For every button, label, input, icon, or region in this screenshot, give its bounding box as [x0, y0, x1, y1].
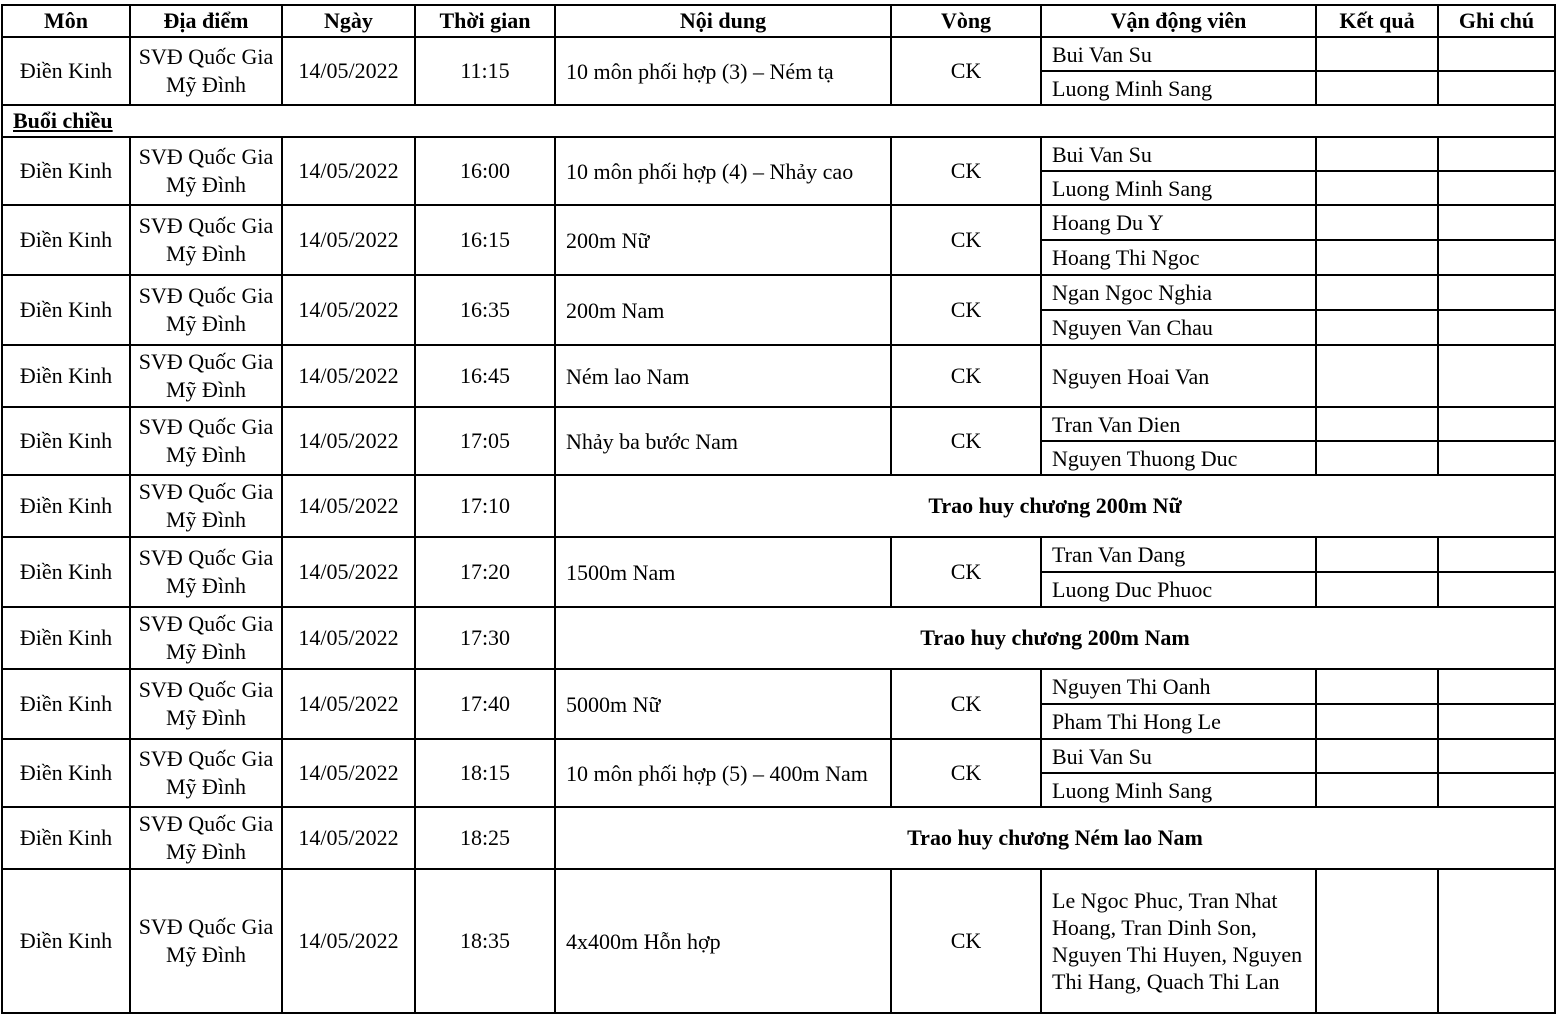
sport-cell: Điền Kinh [2, 739, 130, 807]
venue-cell: SVĐ Quốc Gia Mỹ Đình [130, 869, 282, 1013]
date-cell: 14/05/2022 [282, 607, 415, 669]
round-cell: CK [891, 137, 1041, 205]
result-cell [1316, 205, 1438, 240]
athlete-cell: Hoang Thi Ngoc [1041, 240, 1316, 275]
athlete-cell: Luong Duc Phuoc [1041, 572, 1316, 607]
athlete-cell: Ngan Ngoc Nghia [1041, 275, 1316, 310]
time-cell: 17:20 [415, 537, 555, 607]
sport-cell: Điền Kinh [2, 807, 130, 869]
event-cell: Nhảy ba bước Nam [555, 407, 891, 475]
event-cell: 200m Nam [555, 275, 891, 345]
note-cell [1438, 205, 1555, 240]
note-cell [1438, 71, 1555, 105]
athlete-cell: Tran Van Dang [1041, 537, 1316, 572]
col-header-event: Nội dung [555, 5, 891, 37]
round-cell: CK [891, 537, 1041, 607]
date-cell: 14/05/2022 [282, 807, 415, 869]
athlete-cell: Bui Van Su [1041, 37, 1316, 71]
athlete-cell: Nguyen Thi Oanh [1041, 669, 1316, 704]
athlete-cell: Nguyen Van Chau [1041, 310, 1316, 345]
table-row [2, 537, 1555, 572]
result-cell [1316, 869, 1438, 1013]
venue-cell: SVĐ Quốc Gia Mỹ Đình [130, 669, 282, 739]
event-cell: 10 môn phối hợp (4) – Nhảy cao [555, 137, 891, 205]
table-row [2, 669, 1555, 704]
result-cell [1316, 171, 1438, 205]
col-header-date: Ngày [282, 5, 415, 37]
time-cell: 16:35 [415, 275, 555, 345]
note-cell [1438, 275, 1555, 310]
round-cell: CK [891, 37, 1041, 105]
sport-cell: Điền Kinh [2, 275, 130, 345]
round-cell: CK [891, 407, 1041, 475]
round-cell: CK [891, 205, 1041, 275]
table-row [2, 807, 1555, 869]
time-cell: 17:30 [415, 607, 555, 669]
athlete-cell: Luong Minh Sang [1041, 71, 1316, 105]
note-cell [1438, 137, 1555, 171]
result-cell [1316, 537, 1438, 572]
sport-cell: Điền Kinh [2, 37, 130, 105]
col-header-athletes: Vận động viên [1041, 5, 1316, 37]
note-cell [1438, 310, 1555, 345]
result-cell [1316, 71, 1438, 105]
section-label-afternoon: Buổi chiều [2, 105, 1555, 137]
venue-cell: SVĐ Quốc Gia Mỹ Đình [130, 345, 282, 407]
note-cell [1438, 37, 1555, 71]
athlete-cell: Luong Minh Sang [1041, 773, 1316, 807]
sport-cell: Điền Kinh [2, 669, 130, 739]
col-header-round: Vòng [891, 5, 1041, 37]
time-cell: 18:35 [415, 869, 555, 1013]
date-cell: 14/05/2022 [282, 205, 415, 275]
round-cell: CK [891, 669, 1041, 739]
table-row [2, 475, 1555, 537]
venue-cell: SVĐ Quốc Gia Mỹ Đình [130, 807, 282, 869]
venue-cell: SVĐ Quốc Gia Mỹ Đình [130, 475, 282, 537]
sport-cell: Điền Kinh [2, 607, 130, 669]
header-row [2, 5, 1555, 37]
athlete-cell: Le Ngoc Phuc, Tran Nhat Hoang, Tran Dinh Son, Nguyen Thi Huyen, Nguyen Thi Hang, Quach Thi Lan [1041, 869, 1316, 1013]
sport-cell: Điền Kinh [2, 537, 130, 607]
col-header-venue: Địa điểm [130, 5, 282, 37]
note-cell [1438, 171, 1555, 205]
round-cell: CK [891, 275, 1041, 345]
result-cell [1316, 669, 1438, 704]
note-cell [1438, 537, 1555, 572]
table-row [2, 37, 1555, 71]
event-cell: 4x400m Hỗn hợp [555, 869, 891, 1013]
result-cell [1316, 137, 1438, 171]
col-header-sport: Môn [2, 5, 130, 37]
result-cell [1316, 345, 1438, 407]
note-cell [1438, 669, 1555, 704]
award-ceremony-cell: Trao huy chương 200m Nam [555, 607, 1555, 669]
table-row [2, 275, 1555, 310]
round-cell: CK [891, 739, 1041, 807]
col-header-result: Kết quả [1316, 5, 1438, 37]
note-cell [1438, 704, 1555, 739]
athlete-cell: Bui Van Su [1041, 137, 1316, 171]
venue-cell: SVĐ Quốc Gia Mỹ Đình [130, 739, 282, 807]
note-cell [1438, 572, 1555, 607]
result-cell [1316, 773, 1438, 807]
venue-cell: SVĐ Quốc Gia Mỹ Đình [130, 205, 282, 275]
time-cell: 17:40 [415, 669, 555, 739]
venue-cell: SVĐ Quốc Gia Mỹ Đình [130, 37, 282, 105]
result-cell [1316, 310, 1438, 345]
athlete-cell: Luong Minh Sang [1041, 171, 1316, 205]
sport-cell: Điền Kinh [2, 869, 130, 1013]
venue-cell: SVĐ Quốc Gia Mỹ Đình [130, 537, 282, 607]
result-cell [1316, 704, 1438, 739]
time-cell: 18:25 [415, 807, 555, 869]
table-row [2, 607, 1555, 669]
date-cell: 14/05/2022 [282, 669, 415, 739]
date-cell: 14/05/2022 [282, 275, 415, 345]
note-cell [1438, 869, 1555, 1013]
sport-cell: Điền Kinh [2, 205, 130, 275]
sport-cell: Điền Kinh [2, 137, 130, 205]
result-cell [1316, 240, 1438, 275]
athlete-cell: Pham Thi Hong Le [1041, 704, 1316, 739]
table-row [2, 205, 1555, 240]
award-ceremony-cell: Trao huy chương 200m Nữ [555, 475, 1555, 537]
section-row [2, 105, 1555, 137]
venue-cell: SVĐ Quốc Gia Mỹ Đình [130, 137, 282, 205]
event-cell: 5000m Nữ [555, 669, 891, 739]
award-ceremony-cell: Trao huy chương Ném lao Nam [555, 807, 1555, 869]
time-cell: 18:15 [415, 739, 555, 807]
schedule-table [1, 4, 1556, 1014]
result-cell [1316, 37, 1438, 71]
event-cell: 10 môn phối hợp (3) – Ném tạ [555, 37, 891, 105]
sport-cell: Điền Kinh [2, 475, 130, 537]
note-cell [1438, 441, 1555, 475]
time-cell: 17:10 [415, 475, 555, 537]
note-cell [1438, 739, 1555, 773]
event-cell: Ném lao Nam [555, 345, 891, 407]
time-cell: 17:05 [415, 407, 555, 475]
date-cell: 14/05/2022 [282, 345, 415, 407]
venue-cell: SVĐ Quốc Gia Mỹ Đình [130, 607, 282, 669]
table-row [2, 345, 1555, 407]
date-cell: 14/05/2022 [282, 475, 415, 537]
venue-cell: SVĐ Quốc Gia Mỹ Đình [130, 407, 282, 475]
round-cell: CK [891, 345, 1041, 407]
sport-cell: Điền Kinh [2, 407, 130, 475]
athlete-cell: Nguyen Hoai Van [1041, 345, 1316, 407]
athlete-cell: Nguyen Thuong Duc [1041, 441, 1316, 475]
round-cell: CK [891, 869, 1041, 1013]
time-cell: 16:00 [415, 137, 555, 205]
date-cell: 14/05/2022 [282, 869, 415, 1013]
note-cell [1438, 345, 1555, 407]
date-cell: 14/05/2022 [282, 37, 415, 105]
athlete-cell: Hoang Du Y [1041, 205, 1316, 240]
result-cell [1316, 275, 1438, 310]
result-cell [1316, 407, 1438, 441]
note-cell [1438, 773, 1555, 807]
result-cell [1316, 572, 1438, 607]
event-cell: 1500m Nam [555, 537, 891, 607]
date-cell: 14/05/2022 [282, 407, 415, 475]
event-cell: 200m Nữ [555, 205, 891, 275]
table-row [2, 407, 1555, 441]
table-row [2, 137, 1555, 171]
venue-cell: SVĐ Quốc Gia Mỹ Đình [130, 275, 282, 345]
sport-cell: Điền Kinh [2, 345, 130, 407]
col-header-note: Ghi chú [1438, 5, 1555, 37]
note-cell [1438, 240, 1555, 275]
time-cell: 16:45 [415, 345, 555, 407]
date-cell: 14/05/2022 [282, 137, 415, 205]
table-row [2, 739, 1555, 773]
event-cell: 10 môn phối hợp (5) – 400m Nam [555, 739, 891, 807]
result-cell [1316, 739, 1438, 773]
col-header-time: Thời gian [415, 5, 555, 37]
time-cell: 16:15 [415, 205, 555, 275]
note-cell [1438, 407, 1555, 441]
date-cell: 14/05/2022 [282, 739, 415, 807]
date-cell: 14/05/2022 [282, 537, 415, 607]
athlete-cell: Tran Van Dien [1041, 407, 1316, 441]
result-cell [1316, 441, 1438, 475]
time-cell: 11:15 [415, 37, 555, 105]
athlete-cell: Bui Van Su [1041, 739, 1316, 773]
table-row [2, 869, 1555, 1013]
